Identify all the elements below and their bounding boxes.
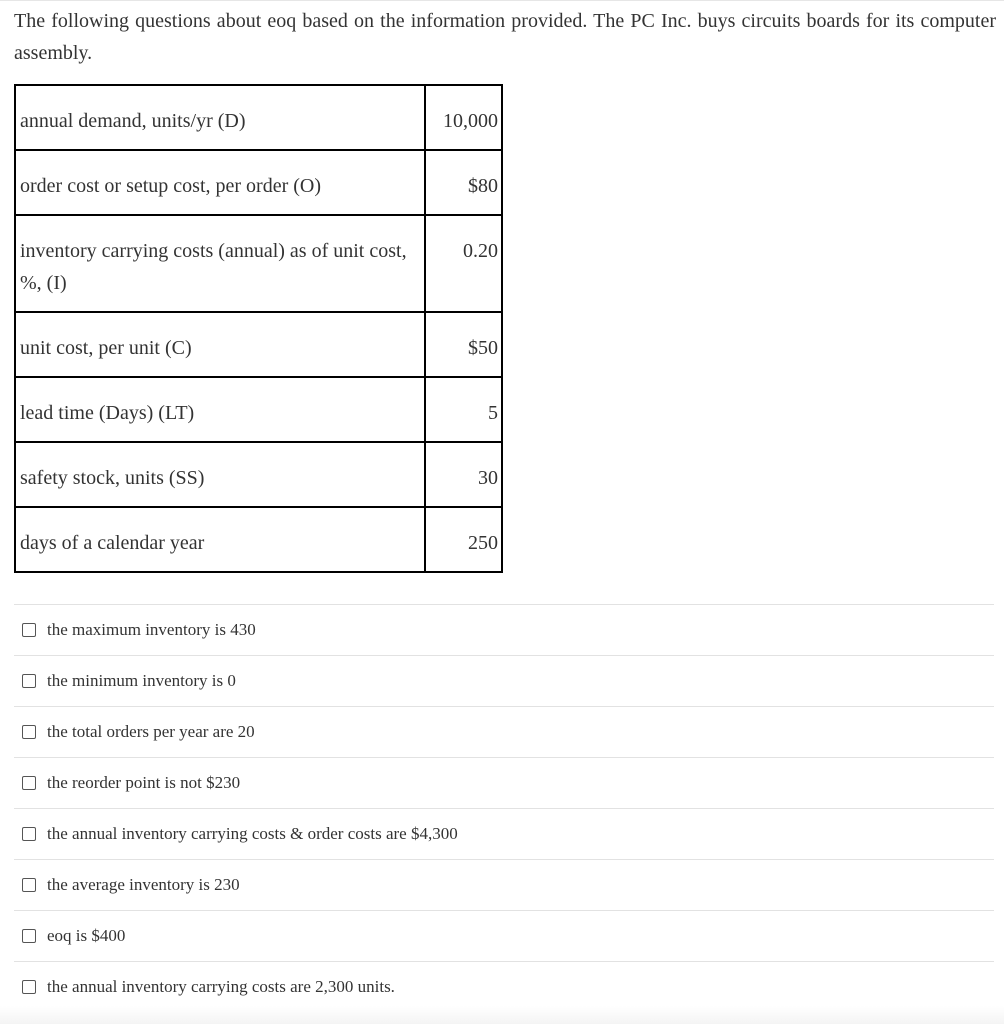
option-label[interactable]: the total orders per year are 20: [47, 722, 255, 741]
answer-options: [14, 604, 994, 1012]
row-value: $80: [425, 150, 502, 215]
row-label: unit cost, per unit (C): [15, 312, 425, 377]
option-checkbox[interactable]: [22, 623, 36, 637]
option-checkbox[interactable]: [22, 725, 36, 739]
bottom-shade: [0, 1006, 1004, 1024]
row-value: $50: [425, 312, 502, 377]
option-item[interactable]: [14, 604, 994, 655]
data-table: [14, 84, 503, 573]
option-label[interactable]: the average inventory is 230: [47, 875, 240, 894]
option-checkbox[interactable]: [22, 674, 36, 688]
row-label: order cost or setup cost, per order (O): [15, 150, 425, 215]
table-row: [15, 377, 502, 442]
option-label[interactable]: eoq is $400: [47, 926, 126, 945]
top-divider: [0, 0, 1004, 1]
option-checkbox[interactable]: [22, 776, 36, 790]
row-value: 5: [425, 377, 502, 442]
table-row: [15, 215, 502, 312]
table-row: [15, 442, 502, 507]
row-value: 0.20: [425, 215, 502, 312]
row-value: 10,000: [425, 85, 502, 150]
option-label[interactable]: the annual inventory carrying costs & order costs are $4,300: [47, 824, 458, 843]
option-item[interactable]: [14, 808, 994, 859]
table-row: [15, 85, 502, 150]
option-item[interactable]: [14, 655, 994, 706]
option-checkbox[interactable]: [22, 878, 36, 892]
option-checkbox[interactable]: [22, 827, 36, 841]
row-label: safety stock, units (SS): [15, 442, 425, 507]
option-label[interactable]: the annual inventory carrying costs are 2,300 units.: [47, 977, 395, 996]
option-item[interactable]: [14, 961, 994, 1012]
table-row: [15, 507, 502, 572]
table-row: [15, 312, 502, 377]
option-label[interactable]: the maximum inventory is 430: [47, 620, 256, 639]
option-item[interactable]: [14, 706, 994, 757]
option-checkbox[interactable]: [22, 929, 36, 943]
option-label[interactable]: the reorder point is not $230: [47, 773, 241, 792]
row-label: inventory carrying costs (annual) as of unit cost, %, (I): [15, 215, 425, 312]
option-item[interactable]: [14, 859, 994, 910]
row-value: 30: [425, 442, 502, 507]
row-value: 250: [425, 507, 502, 572]
row-label: lead time (Days) (LT): [15, 377, 425, 442]
option-checkbox[interactable]: [22, 980, 36, 994]
option-label[interactable]: the minimum inventory is 0: [47, 671, 236, 690]
table-row: [15, 150, 502, 215]
row-label: days of a calendar year: [15, 507, 425, 572]
option-item[interactable]: [14, 910, 994, 961]
row-label: annual demand, units/yr (D): [15, 85, 425, 150]
question-text: The following questions about eoq based on the information provided. The PC Inc. buys circuits boards for its computer assembly.: [14, 10, 996, 64]
option-item[interactable]: [14, 757, 994, 808]
